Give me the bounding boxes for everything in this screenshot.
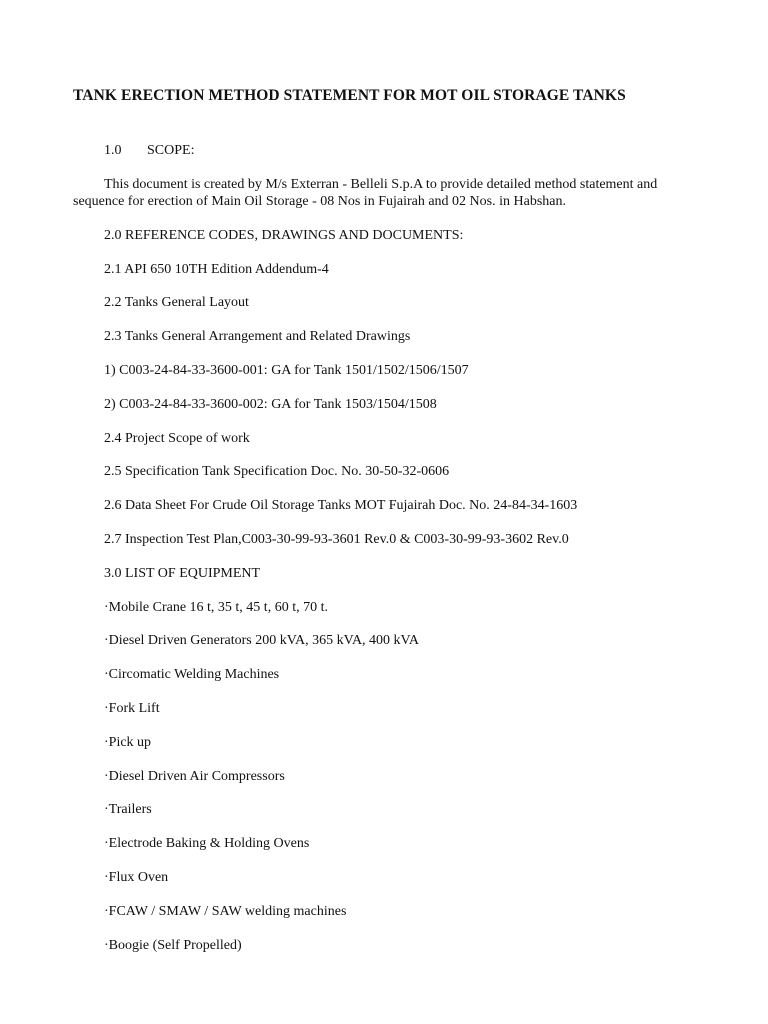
reference-item: 2.1 API 650 10TH Edition Addendum-4 [104, 262, 329, 277]
reference-item: 2.2 Tanks General Layout [104, 295, 249, 310]
equipment-item: ·Pick up [104, 735, 152, 750]
equipment-item: ·Diesel Driven Air Compressors [104, 769, 285, 784]
equipment-item: ·Diesel Driven Generators 200 kVA, 365 kVA, 400 kVA [104, 633, 419, 648]
references-heading: 2.0 REFERENCE CODES, DRAWINGS AND DOCUMENTS: [104, 228, 464, 243]
equipment-item: ·Mobile Crane 16 t, 35 t, 45 t, 60 t, 70 t. [104, 600, 328, 615]
document-title: TANK ERECTION METHOD STATEMENT FOR MOT OIL STORAGE TANKS [73, 87, 626, 104]
equipment-item: ·Boogie (Self Propelled) [104, 938, 242, 953]
reference-item: 2.5 Specification Tank Specification Doc. No. 30-50-32-0606 [104, 464, 450, 479]
scope-number: 1.0 [104, 143, 122, 158]
reference-item: 2) C003-24-84-33-3600-002: GA for Tank 1503/1504/1508 [104, 397, 437, 412]
reference-item: 2.3 Tanks General Arrangement and Related Drawings [104, 329, 411, 344]
reference-item: 2.6 Data Sheet For Crude Oil Storage Tanks MOT Fujairah Doc. No. 24-84-34-1603 [104, 498, 578, 513]
equipment-item: ·Electrode Baking & Holding Ovens [104, 836, 310, 851]
scope-paragraph: This document is created by M/s Exterran - Belleli S.p.A to provide detailed method statement and sequence for erection of Main Oil Storage - 08 Nos in Fujairah and 02 Nos. in Habshan. [73, 177, 658, 209]
equipment-item: ·FCAW / SMAW / SAW welding machines [104, 904, 347, 919]
reference-item: 2.7 Inspection Test Plan,C003-30-99-93-3601 Rev.0 & C003-30-99-93-3602 Rev.0 [104, 532, 569, 547]
equipment-heading: 3.0 LIST OF EQUIPMENT [104, 566, 261, 581]
equipment-item: ·Circomatic Welding Machines [104, 667, 280, 682]
reference-item: 2.4 Project Scope of work [104, 431, 250, 446]
reference-item: 1) C003-24-84-33-3600-001: GA for Tank 1501/1502/1506/1507 [104, 363, 469, 378]
equipment-item: ·Flux Oven [104, 870, 169, 885]
equipment-item: ·Fork Lift [104, 701, 160, 716]
scope-heading: SCOPE: [147, 143, 195, 158]
equipment-item: ·Trailers [104, 802, 152, 817]
